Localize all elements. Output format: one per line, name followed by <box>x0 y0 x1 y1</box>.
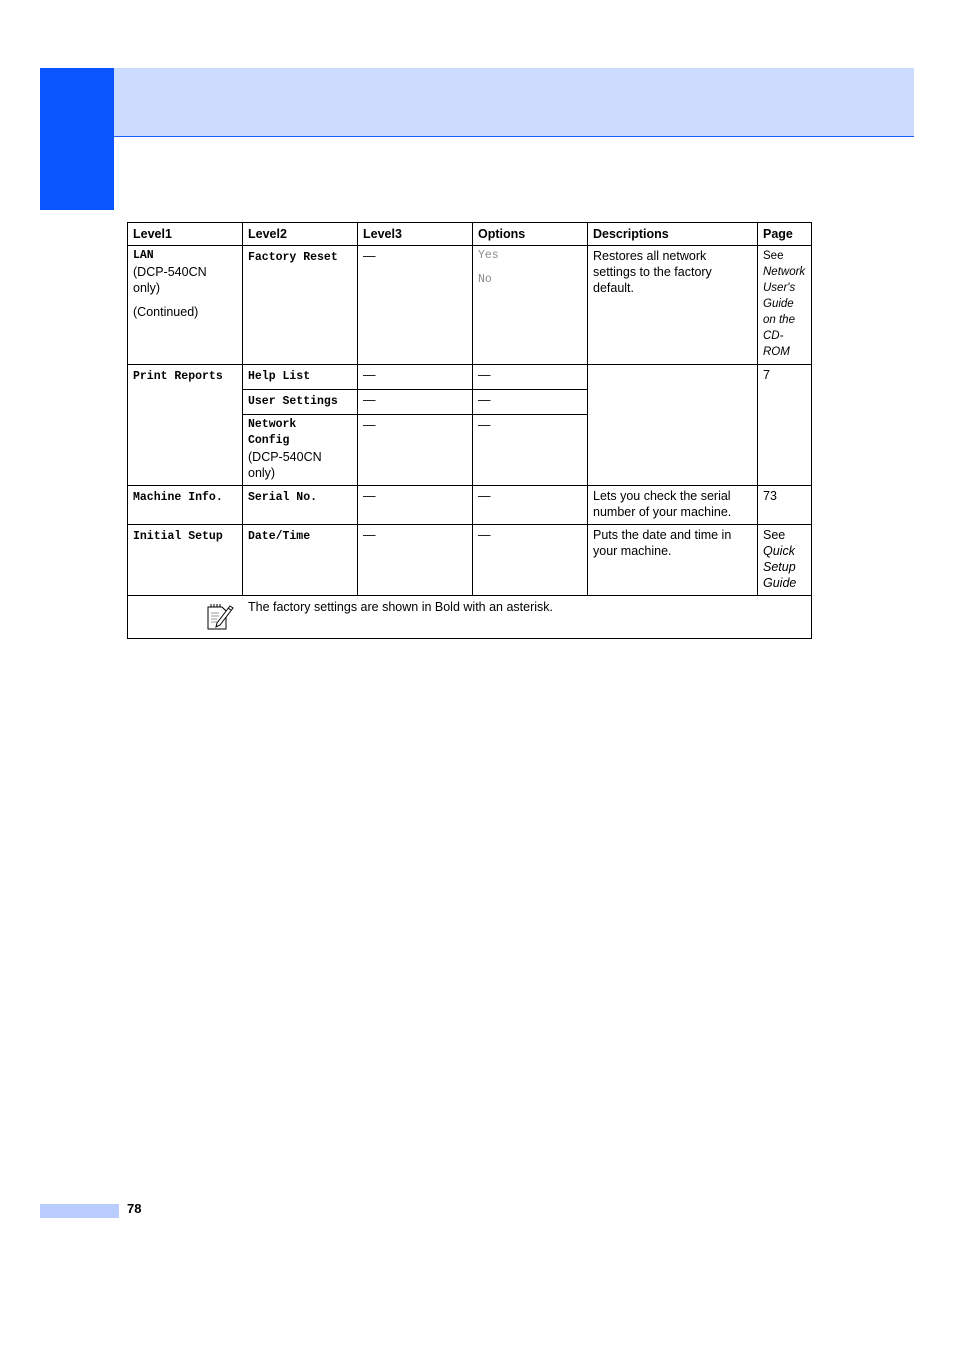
network-config-options-cell <box>473 415 588 486</box>
header-options: Options <box>473 223 588 246</box>
help-list-options: — <box>478 368 491 382</box>
lan-page-ref-2: Guide <box>763 298 794 310</box>
lan-page-ref-3: on the <box>763 314 795 326</box>
date-time-page-see: See <box>763 528 786 542</box>
date-time-level2: Date/Time <box>248 530 311 543</box>
initial-setup-level1: Initial Setup <box>133 530 223 543</box>
note-cell <box>128 596 812 639</box>
serial-no-options: — <box>478 489 491 503</box>
network-config-level3: — <box>363 418 376 432</box>
network-config-level2-a: Network <box>248 418 297 431</box>
date-time-options-cell <box>473 525 588 596</box>
help-list-level3-cell <box>358 365 473 390</box>
lan-level2-cell <box>243 246 358 365</box>
lan-description: Restores all network settings to the factory default. <box>593 249 712 295</box>
initial-setup-level1-cell <box>128 525 243 596</box>
lan-description-cell <box>588 246 758 365</box>
lan-option-yes: Yes <box>478 249 499 262</box>
print-reports-level1: Print Reports <box>133 370 223 383</box>
date-time-page-cell <box>758 525 812 596</box>
chapter-side-tab <box>40 68 114 210</box>
user-settings-options: — <box>478 393 491 407</box>
page-number: 78 <box>127 1201 142 1216</box>
print-reports-description-cell <box>588 365 758 486</box>
serial-no-page: 73 <box>763 489 777 503</box>
help-list-level2: Help List <box>248 370 311 383</box>
note-text: The factory settings are shown in Bold with an asterisk. <box>248 600 554 614</box>
serial-no-level2: Serial No. <box>248 491 318 504</box>
network-config-options: — <box>478 418 491 432</box>
date-time-page-ref-0: Quick <box>763 544 795 558</box>
date-time-level2-cell <box>243 525 358 596</box>
date-time-level3: — <box>363 528 376 542</box>
user-settings-level3-cell <box>358 390 473 415</box>
header-page: Page <box>758 223 812 246</box>
machine-info-level1-cell <box>128 486 243 525</box>
table-note-row <box>128 596 812 639</box>
date-time-level3-cell <box>358 525 473 596</box>
serial-no-level3-cell <box>358 486 473 525</box>
serial-no-options-cell <box>473 486 588 525</box>
date-time-description: Puts the date and time in your machine. <box>593 528 732 558</box>
serial-no-page-cell <box>758 486 812 525</box>
serial-no-level3: — <box>363 489 376 503</box>
print-reports-page: 7 <box>763 368 770 382</box>
lan-options-cell <box>473 246 588 365</box>
serial-no-description-cell <box>588 486 758 525</box>
header-level1: Level1 <box>128 223 243 246</box>
lan-page-cell <box>758 246 812 365</box>
lan-page-ref-4: CD- <box>763 330 784 342</box>
table-row-lan <box>128 246 812 365</box>
machine-info-level1: Machine Info. <box>133 491 223 504</box>
table-header-row <box>128 223 812 246</box>
print-reports-level1-cell <box>128 365 243 486</box>
date-time-options: — <box>478 528 491 542</box>
table-row-help-list <box>128 365 812 390</box>
network-config-level2-b: Config <box>248 434 290 447</box>
serial-no-description: Lets you check the serial number of your machine. <box>593 489 732 519</box>
header-band <box>114 68 914 137</box>
print-reports-page-cell <box>758 365 812 486</box>
help-list-level3: — <box>363 368 376 382</box>
lan-level1-code: LAN <box>133 249 154 262</box>
table-row-machine-info <box>128 486 812 525</box>
lan-level1-cell <box>128 246 243 365</box>
help-list-level2-cell <box>243 365 358 390</box>
network-config-only: only) <box>248 466 276 480</box>
user-settings-level2: User Settings <box>248 395 338 408</box>
date-time-description-cell <box>588 525 758 596</box>
header-level2: Level2 <box>243 223 358 246</box>
lan-page-see: See <box>763 250 784 262</box>
lan-level1-continued: (Continued) <box>133 305 199 319</box>
lan-page-ref-0: Network <box>763 266 806 278</box>
lan-page-ref-1: User's <box>763 282 796 294</box>
lan-level3-cell <box>358 246 473 365</box>
user-settings-level2-cell <box>243 390 358 415</box>
date-time-page-ref-2: Guide <box>763 576 797 590</box>
lan-page-ref-5: ROM <box>763 346 790 358</box>
serial-no-level2-cell <box>243 486 358 525</box>
lan-level3: — <box>363 249 376 263</box>
menu-settings-table <box>127 222 812 639</box>
lan-option-no: No <box>478 273 492 286</box>
note-pencil-icon <box>205 601 235 631</box>
lan-level2: Factory Reset <box>248 251 338 264</box>
help-list-options-cell <box>473 365 588 390</box>
date-time-page-ref-1: Setup <box>763 560 796 574</box>
lan-level1-model: (DCP-540CN <box>133 265 207 279</box>
table-row-initial-setup <box>128 525 812 596</box>
header-level3: Level3 <box>358 223 473 246</box>
user-settings-options-cell <box>473 390 588 415</box>
network-config-model: (DCP-540CN <box>248 450 322 464</box>
network-config-level2-cell <box>243 415 358 486</box>
footer-bar <box>40 1204 119 1218</box>
header-descriptions: Descriptions <box>588 223 758 246</box>
lan-level1-only: only) <box>133 281 161 295</box>
user-settings-level3: — <box>363 393 376 407</box>
network-config-level3-cell <box>358 415 473 486</box>
